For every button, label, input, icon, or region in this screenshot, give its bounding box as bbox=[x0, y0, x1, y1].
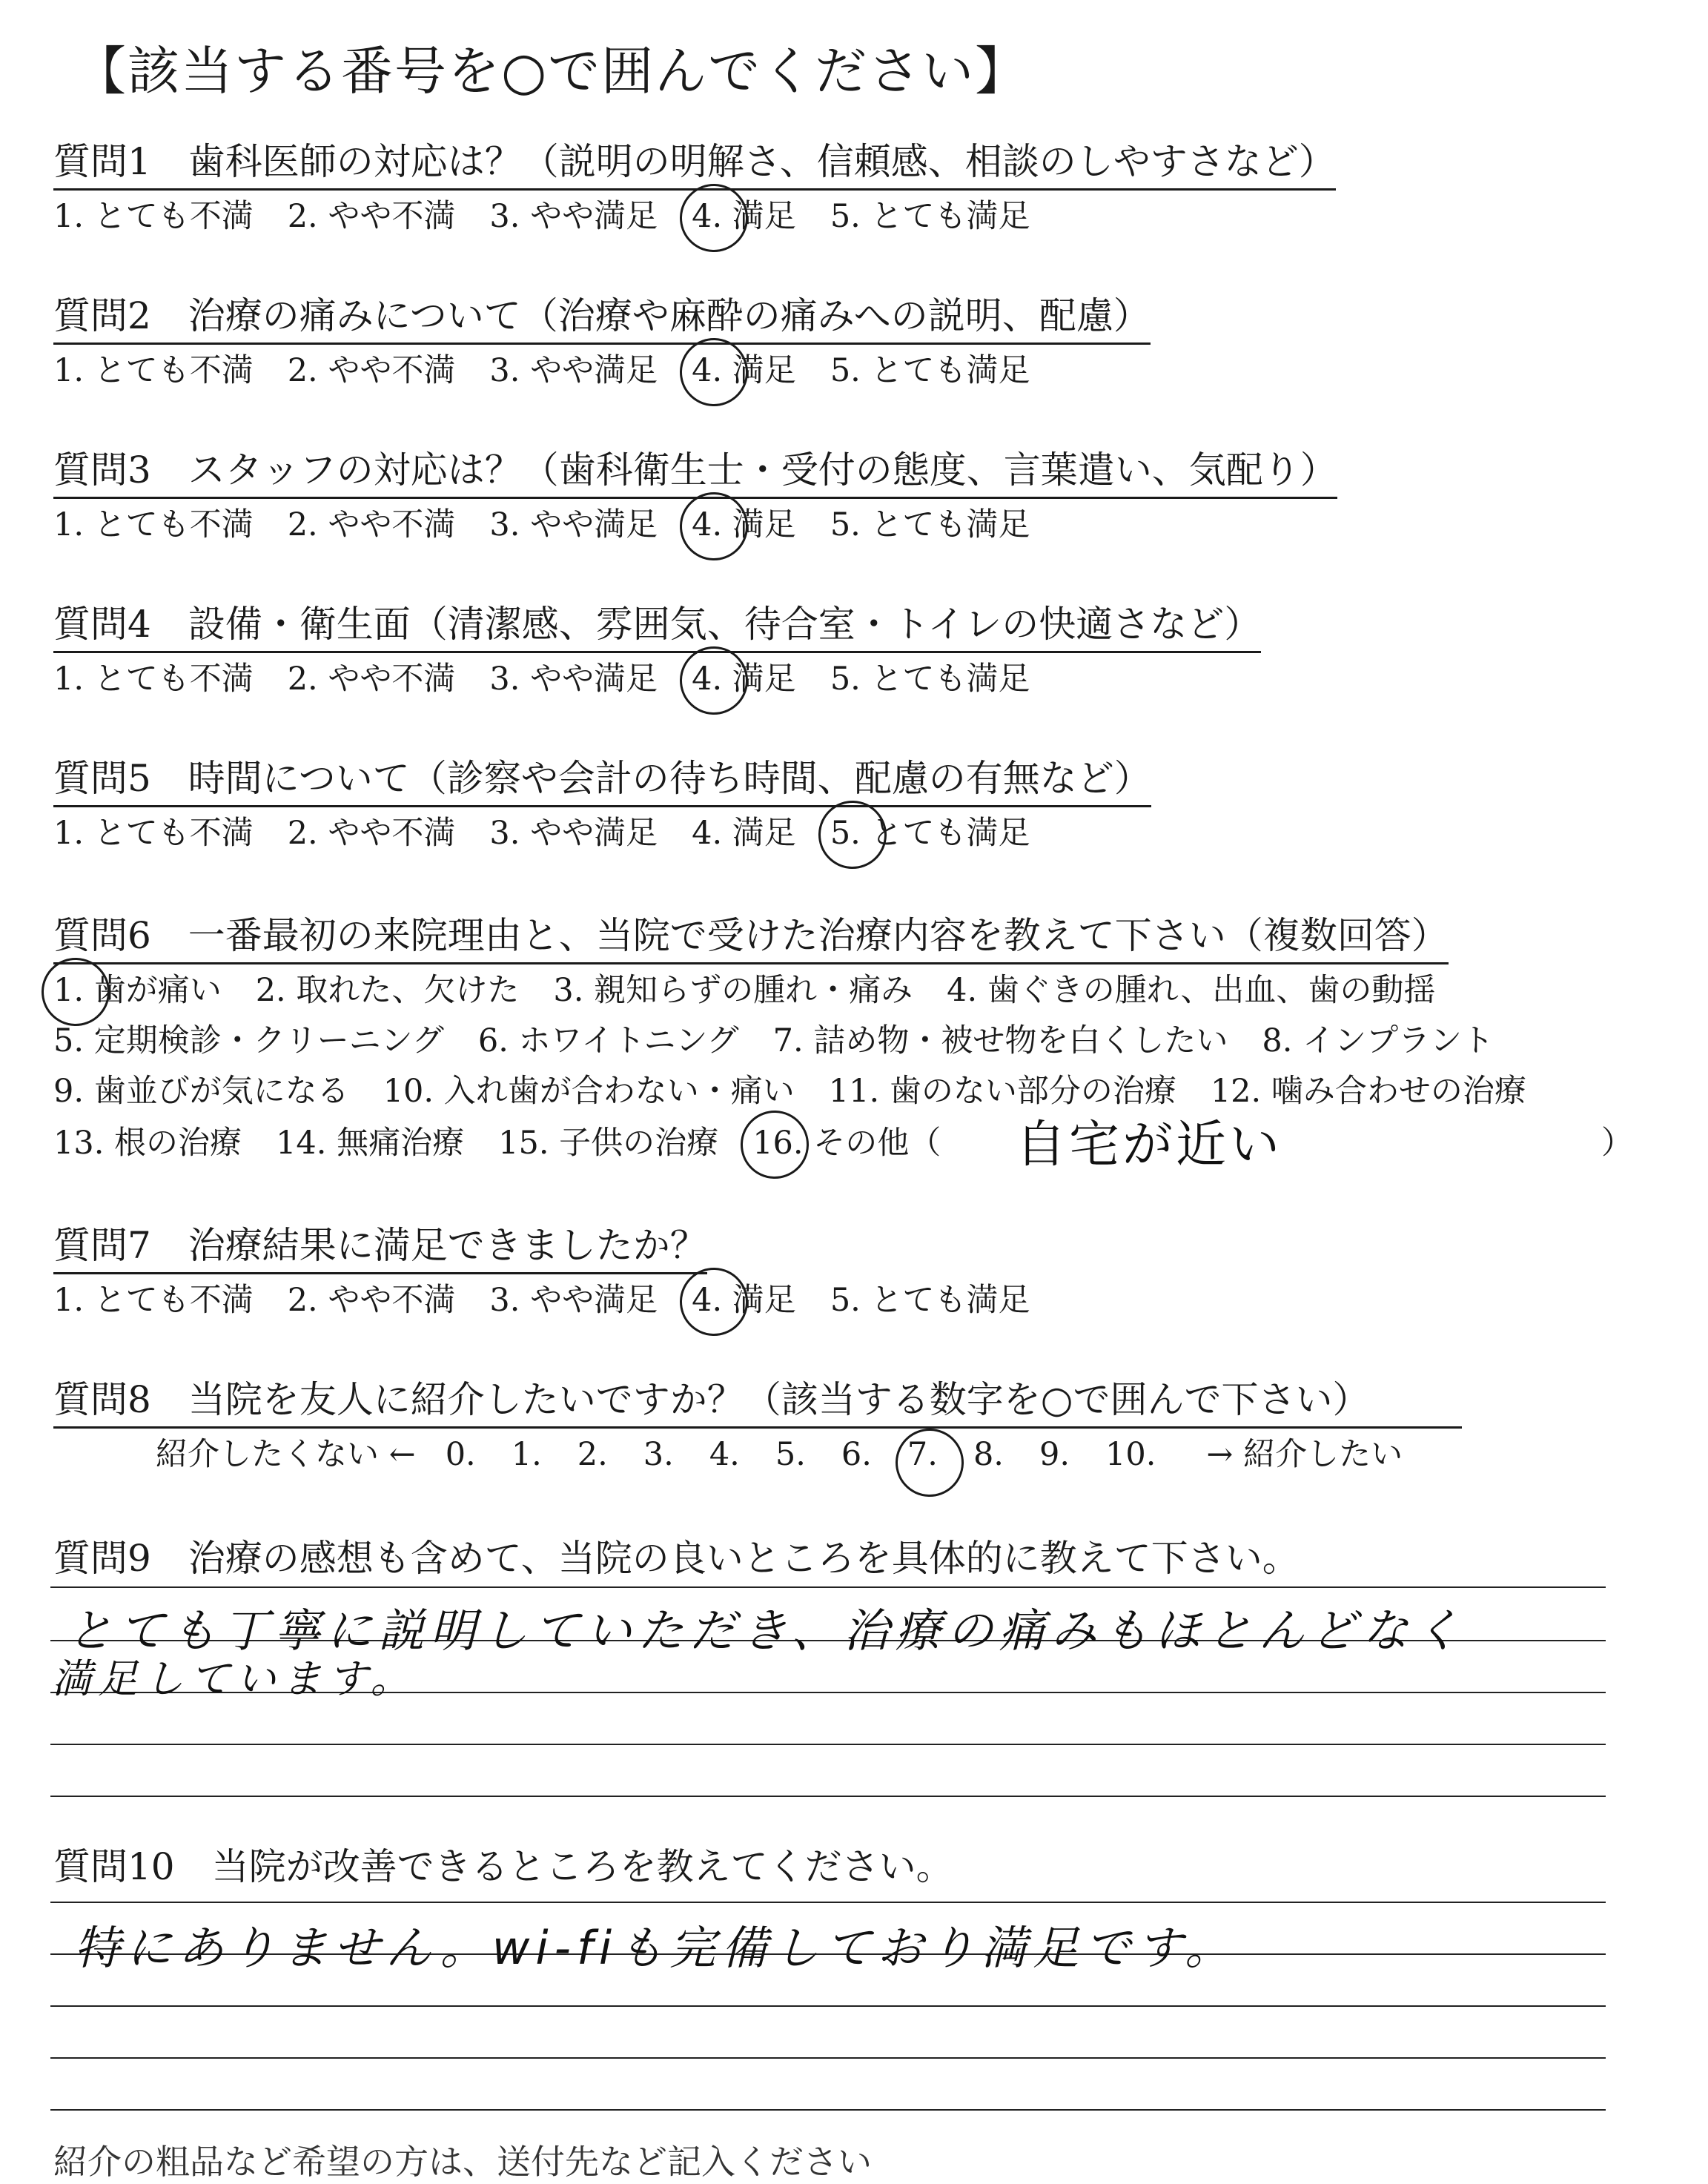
question-7-title: 質問7 治療結果に満足できましたか？ bbox=[53, 1216, 707, 1274]
question-10-title: 質問10 当院が改善できるところを教えてください。 bbox=[53, 1845, 953, 1888]
question-8-scale bbox=[156, 1429, 1422, 1475]
question-1-option-1[interactable]: 1. とても不満 bbox=[53, 198, 254, 235]
question-6-option-14[interactable]: 14. 無痛治療 bbox=[276, 1125, 465, 1162]
question-7-option-3[interactable]: 3. やや満足 bbox=[489, 1282, 658, 1319]
question-6-option-13[interactable]: 13. 根の治療 bbox=[53, 1125, 242, 1162]
question-4-option-2[interactable]: 2. やや不満 bbox=[287, 661, 456, 698]
question-5-option-5[interactable]: 5. とても満足 bbox=[830, 808, 1030, 853]
question-1-option-5[interactable]: 5. とても満足 bbox=[830, 198, 1030, 235]
question-1-option-3[interactable]: 3. やや満足 bbox=[489, 198, 658, 235]
footer-note: 紹介の粗品など希望の方は、送付先など記入ください bbox=[53, 2142, 872, 2182]
scale-option-1[interactable]: 1. bbox=[511, 1436, 542, 1473]
scale-numbers bbox=[446, 1436, 1192, 1473]
scale-option-6[interactable]: 6. bbox=[841, 1436, 872, 1473]
question-4-option-4[interactable]: 4. 満足 bbox=[692, 654, 796, 699]
question-6-option-6[interactable]: 6. ホワイトニング bbox=[477, 1022, 739, 1059]
question-6-option-9[interactable]: 9. 歯並びが気になる bbox=[53, 1073, 349, 1110]
question-2-option-4[interactable]: 4. 満足 bbox=[692, 345, 796, 391]
answer-line bbox=[50, 1902, 1606, 1903]
question-6-option-8[interactable]: 8. インプラント bbox=[1262, 1022, 1494, 1059]
question-2-option-3[interactable]: 3. やや満足 bbox=[489, 352, 658, 389]
question-4-title: 質問4 設備・衛生面（清潔感、雰囲気、待合室・トイレの快適さなど） bbox=[53, 595, 1261, 653]
question-9-answer-line-1: とても丁寧に説明していただき、治療の痛みもほとんどなく bbox=[67, 1604, 1466, 1658]
scale-option-2[interactable]: 2. bbox=[577, 1436, 608, 1473]
question-6-option-7[interactable]: 7. 詰め物・被せ物を白くしたい bbox=[772, 1022, 1228, 1059]
question-3-option-2[interactable]: 2. やや不満 bbox=[287, 506, 456, 543]
question-7-option-5[interactable]: 5. とても満足 bbox=[830, 1282, 1030, 1319]
scale-option-7[interactable]: 7. bbox=[907, 1436, 938, 1473]
answer-line bbox=[50, 2005, 1606, 2007]
scale-left-label: 紹介したくない ← bbox=[156, 1436, 416, 1473]
question-6-option-2[interactable]: 2. 取れた、欠けた bbox=[255, 972, 520, 1009]
question-6-option-5[interactable]: 5. 定期検診・クリーニング bbox=[53, 1022, 444, 1059]
question-8-title: 質問8 当院を友人に紹介したいですか？（該当する数字を○で囲んで下さい） bbox=[53, 1370, 1462, 1429]
question-6-close-paren: ） bbox=[1601, 1125, 1633, 1162]
answer-line bbox=[50, 2057, 1606, 2059]
question-2-option-1[interactable]: 1. とても不満 bbox=[53, 352, 254, 389]
question-2-title: 質問2 治療の痛みについて（治療や麻酔の痛みへの説明、配慮） bbox=[53, 286, 1151, 345]
question-9-answer-line-2: 満足しています。 bbox=[52, 1655, 417, 1702]
question-2-options bbox=[53, 345, 1065, 391]
question-4-option-3[interactable]: 3. やや満足 bbox=[489, 661, 658, 698]
question-6-option-3[interactable]: 3. 親知らずの腫れ・痛み bbox=[553, 972, 913, 1009]
question-6-option-4[interactable]: 4. 歯ぐきの腫れ、出血、歯の動揺 bbox=[947, 972, 1436, 1009]
question-6-option-11[interactable]: 11. 歯のない部分の治療 bbox=[828, 1073, 1176, 1110]
question-4-options bbox=[53, 654, 1065, 699]
question-5-title: 質問5 時間について（診察や会計の待ち時間、配慮の有無など） bbox=[53, 749, 1151, 807]
question-3-option-4[interactable]: 4. 満足 bbox=[692, 500, 796, 545]
question-3-option-1[interactable]: 1. とても不満 bbox=[53, 506, 254, 543]
question-6-row-3 bbox=[53, 1066, 1560, 1111]
scale-option-9[interactable]: 9. bbox=[1039, 1436, 1070, 1473]
scale-right-label: → 紹介したい bbox=[1206, 1436, 1403, 1473]
question-6-option-12[interactable]: 12. 噛み合わせの治療 bbox=[1210, 1073, 1526, 1110]
question-6-row-4 bbox=[53, 1118, 975, 1163]
question-7-option-2[interactable]: 2. やや不満 bbox=[287, 1282, 456, 1319]
question-1-options bbox=[53, 191, 1065, 236]
scale-option-5[interactable]: 5. bbox=[775, 1436, 806, 1473]
question-3-option-3[interactable]: 3. やや満足 bbox=[489, 506, 658, 543]
question-5-option-1[interactable]: 1. とても不満 bbox=[53, 815, 254, 852]
question-6-other-answer: 自宅が近い bbox=[1016, 1116, 1283, 1174]
question-1-option-2[interactable]: 2. やや不満 bbox=[287, 198, 456, 235]
question-3-options bbox=[53, 500, 1065, 545]
question-6-title: 質問6 一番最初の来院理由と、当院で受けた治療内容を教えて下さい（複数回答） bbox=[53, 906, 1449, 964]
question-10-answer-line-1: 特にありません。wi-fiも完備しており満足です。 bbox=[74, 1921, 1237, 1975]
question-6-row-2 bbox=[53, 1016, 1528, 1061]
scale-option-8[interactable]: 8. bbox=[973, 1436, 1004, 1473]
question-2-option-2[interactable]: 2. やや不満 bbox=[287, 352, 456, 389]
scale-option-10[interactable]: 10. bbox=[1105, 1436, 1156, 1473]
question-5-options bbox=[53, 808, 1065, 853]
page-title: 【該当する番号を○で囲んでください】 bbox=[74, 41, 1029, 102]
question-6-row-1 bbox=[53, 965, 1469, 1010]
question-7-options bbox=[53, 1275, 1065, 1320]
question-5-option-2[interactable]: 2. やや不満 bbox=[287, 815, 456, 852]
question-6-option-16[interactable]: 16. その他（ bbox=[752, 1118, 941, 1163]
question-7-option-1[interactable]: 1. とても不満 bbox=[53, 1282, 254, 1319]
question-9-title: 質問9 治療の感想も含めて、当院の良いところを具体的に教えて下さい。 bbox=[53, 1537, 1300, 1580]
question-2-option-5[interactable]: 5. とても満足 bbox=[830, 352, 1030, 389]
question-4-option-5[interactable]: 5. とても満足 bbox=[830, 661, 1030, 698]
answer-line bbox=[50, 1796, 1606, 1797]
question-5-option-4[interactable]: 4. 満足 bbox=[692, 815, 796, 852]
question-7-option-4[interactable]: 4. 満足 bbox=[692, 1275, 796, 1320]
question-1-option-4[interactable]: 4. 満足 bbox=[692, 191, 796, 236]
answer-line bbox=[50, 1744, 1606, 1745]
question-6-option-10[interactable]: 10. 入れ歯が合わない・痛い bbox=[383, 1073, 795, 1110]
answer-line bbox=[50, 2109, 1606, 2111]
scale-option-4[interactable]: 4. bbox=[709, 1436, 740, 1473]
question-5-option-3[interactable]: 3. やや満足 bbox=[489, 815, 658, 852]
question-3-option-5[interactable]: 5. とても満足 bbox=[830, 506, 1030, 543]
scale-option-3[interactable]: 3. bbox=[643, 1436, 674, 1473]
question-3-title: 質問3 スタッフの対応は？（歯科衛生士・受付の態度、言葉遣い、気配り） bbox=[53, 440, 1337, 499]
scale-option-0[interactable]: 0. bbox=[445, 1436, 476, 1473]
question-6-option-1[interactable]: 1. 歯が痛い bbox=[53, 965, 222, 1010]
question-4-option-1[interactable]: 1. とても不満 bbox=[53, 661, 254, 698]
question-6-option-15[interactable]: 15. 子供の治療 bbox=[498, 1125, 719, 1162]
question-1-title: 質問1 歯科医師の対応は？（説明の明解さ、信頼感、相談のしやすさなど） bbox=[53, 132, 1336, 191]
answer-line bbox=[50, 1586, 1606, 1588]
